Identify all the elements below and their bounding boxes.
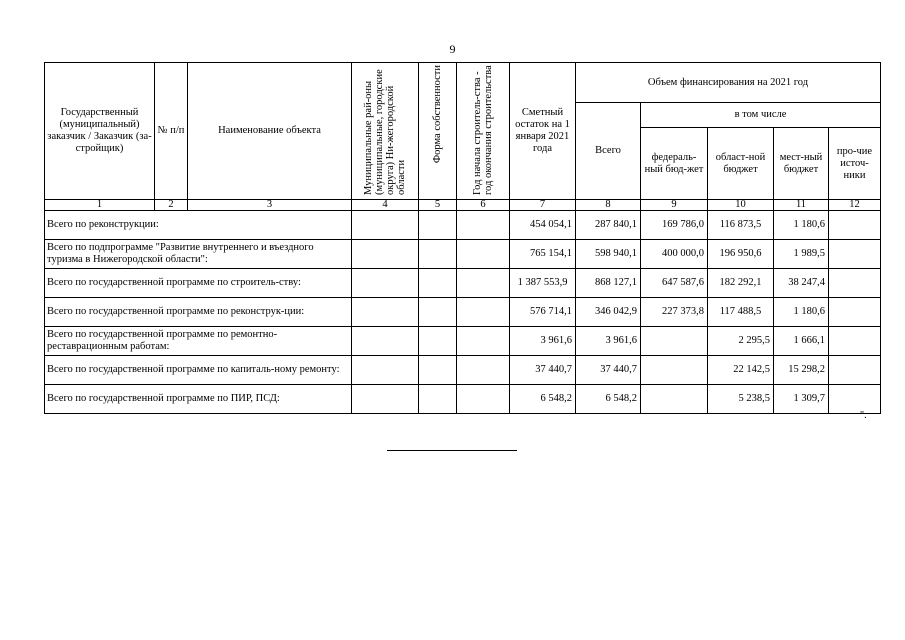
cell-total: 598 940,1 <box>576 240 641 269</box>
empty-cell <box>419 269 457 298</box>
cell-total: 346 042,9 <box>576 298 641 327</box>
cell-other <box>829 211 881 240</box>
col-number: 4 <box>352 200 419 211</box>
cell-local: 1 989,5 <box>774 240 829 269</box>
cell-total: 868 127,1 <box>576 269 641 298</box>
header-name: Наименование объекта <box>188 63 352 200</box>
cell-total: 3 961,6 <box>576 327 641 356</box>
cell-federal: 169 786,0 <box>641 211 708 240</box>
column-number-row <box>45 200 881 211</box>
cell-total: 287 840,1 <box>576 211 641 240</box>
table-row <box>45 240 881 269</box>
empty-cell <box>457 385 510 414</box>
cell-total: 6 548,2 <box>576 385 641 414</box>
empty-cell <box>419 385 457 414</box>
cell-balance: 3 961,6 <box>510 327 576 356</box>
header-other: про-чие источ-ники <box>829 128 881 200</box>
empty-cell <box>457 211 510 240</box>
cell-local: 1 180,6 <box>774 211 829 240</box>
cell-federal: 400 000,0 <box>641 240 708 269</box>
col-number: 7 <box>510 200 576 211</box>
cell-federal <box>641 327 708 356</box>
col-number: 8 <box>576 200 641 211</box>
col-number: 5 <box>419 200 457 211</box>
row-label: Всего по государственной программе по реконструк-ции: <box>45 298 352 327</box>
cell-regional: 22 142,5 <box>708 356 774 385</box>
col-number: 6 <box>457 200 510 211</box>
cell-regional: 116 873,5 <box>708 211 774 240</box>
empty-cell <box>419 240 457 269</box>
row-label: Всего по подпрограмме "Развитие внутреннего и въездного туризма в Нижегородской области": <box>45 240 352 269</box>
header-num: № п/п <box>155 63 188 200</box>
cell-regional: 5 238,5 <box>708 385 774 414</box>
cell-local: 1 309,7 <box>774 385 829 414</box>
cell-other <box>829 269 881 298</box>
page-number: 9 <box>449 42 456 56</box>
cell-other <box>829 240 881 269</box>
table-row <box>45 356 881 385</box>
table-row <box>45 385 881 414</box>
empty-cell <box>419 327 457 356</box>
header-years: Год начала строитель-ства - год окончания строительства <box>457 63 510 200</box>
cell-balance: 765 154,1 <box>510 240 576 269</box>
table-row <box>45 269 881 298</box>
table-row <box>45 327 881 356</box>
cell-total: 37 440,7 <box>576 356 641 385</box>
row-label: Всего по государственной программе по строитель-ству: <box>45 269 352 298</box>
cell-local: 15 298,2 <box>774 356 829 385</box>
closing-quote: ". <box>860 410 867 421</box>
header-funding: Объем финансирования на 2021 год <box>576 63 881 103</box>
col-number: 10 <box>708 200 774 211</box>
separator-line <box>387 450 517 451</box>
col-number: 9 <box>641 200 708 211</box>
col-number: 11 <box>774 200 829 211</box>
row-label: Всего по реконструкции: <box>45 211 352 240</box>
header-federal: федераль-ный бюд-жет <box>641 128 708 200</box>
row-label: Всего по государственной программе по ремонтно-реставрационным работам: <box>45 327 352 356</box>
col-number: 2 <box>155 200 188 211</box>
cell-balance: 6 548,2 <box>510 385 576 414</box>
empty-cell <box>457 356 510 385</box>
cell-federal <box>641 385 708 414</box>
header-total: Всего <box>576 103 641 200</box>
cell-balance: 1 387 553,9 <box>510 269 576 298</box>
cell-other <box>829 327 881 356</box>
cell-regional: 196 950,6 <box>708 240 774 269</box>
financing-table <box>44 62 881 414</box>
row-label: Всего по государственной программе по ПИР, ПСД: <box>45 385 352 414</box>
cell-other <box>829 385 881 414</box>
header-local: мест-ный бюджет <box>774 128 829 200</box>
cell-regional: 2 295,5 <box>708 327 774 356</box>
header-customer: Государственный (муниципальный) заказчик / Заказчик (за-стройщик) <box>45 63 155 200</box>
cell-regional: 182 292,1 <box>708 269 774 298</box>
cell-regional: 117 488,5 <box>708 298 774 327</box>
empty-cell <box>457 327 510 356</box>
cell-local: 1 666,1 <box>774 327 829 356</box>
cell-local: 1 180,6 <box>774 298 829 327</box>
empty-cell <box>352 327 419 356</box>
table-row <box>45 211 881 240</box>
cell-other <box>829 298 881 327</box>
col-number: 3 <box>188 200 352 211</box>
empty-cell <box>457 240 510 269</box>
cell-balance: 576 714,1 <box>510 298 576 327</box>
empty-cell <box>419 356 457 385</box>
col-number: 12 <box>829 200 881 211</box>
table-row <box>45 298 881 327</box>
empty-cell <box>352 269 419 298</box>
col-number: 1 <box>45 200 155 211</box>
cell-balance: 454 054,1 <box>510 211 576 240</box>
empty-cell <box>457 269 510 298</box>
header-balance: Сметный остаток на 1 января 2021 года <box>510 63 576 200</box>
header-districts: Муниципальные рай-оны (муниципальные, городские округа) Ни-жегородской области <box>352 63 419 200</box>
empty-cell <box>457 298 510 327</box>
header-including: в том числе <box>641 103 881 128</box>
empty-cell <box>352 356 419 385</box>
empty-cell <box>419 211 457 240</box>
empty-cell <box>352 240 419 269</box>
empty-cell <box>352 211 419 240</box>
cell-federal: 227 373,8 <box>641 298 708 327</box>
header-ownership: Форма собственности <box>419 63 457 200</box>
row-label: Всего по государственной программе по капиталь-ному ремонту: <box>45 356 352 385</box>
cell-local: 38 247,4 <box>774 269 829 298</box>
empty-cell <box>352 298 419 327</box>
header-regional: област-ной бюджет <box>708 128 774 200</box>
cell-federal <box>641 356 708 385</box>
empty-cell <box>419 298 457 327</box>
cell-other <box>829 356 881 385</box>
empty-cell <box>352 385 419 414</box>
cell-federal: 647 587,6 <box>641 269 708 298</box>
cell-balance: 37 440,7 <box>510 356 576 385</box>
